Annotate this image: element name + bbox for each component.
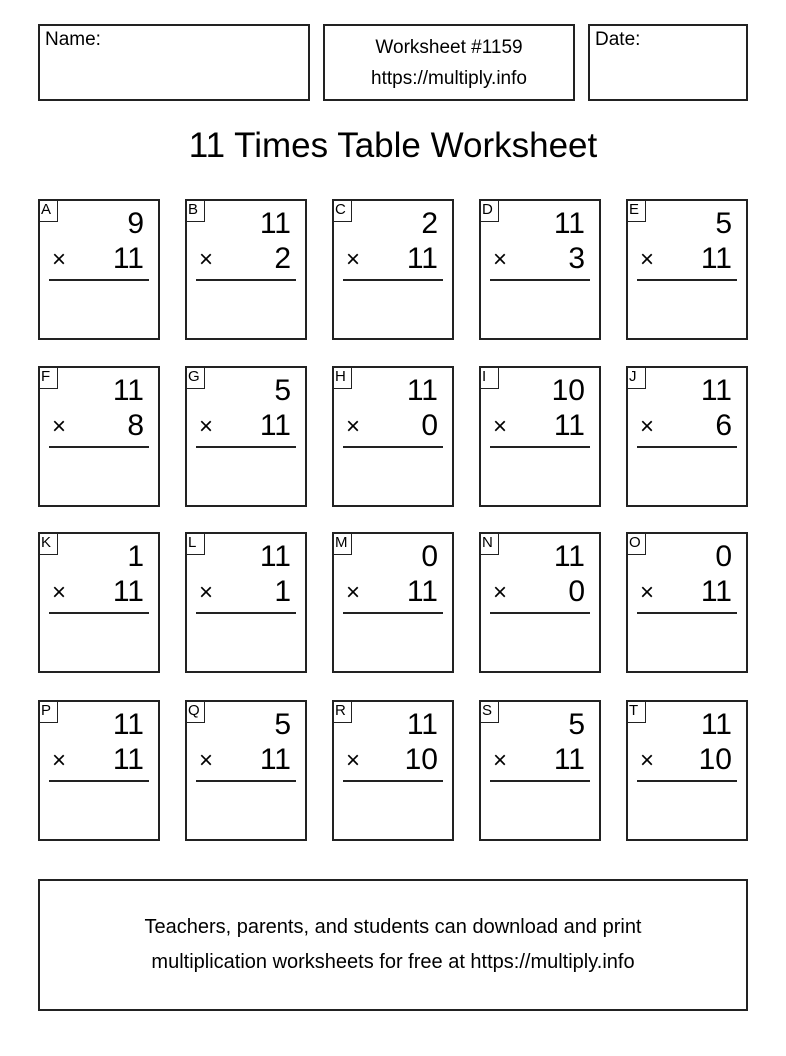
problem-card[interactable] <box>479 366 601 507</box>
problem-letter: N <box>480 533 499 555</box>
problem-letter: M <box>333 533 352 555</box>
answer-rule <box>637 780 737 782</box>
answer-rule <box>49 279 149 281</box>
multiply-sign: × <box>346 579 361 606</box>
multiplicand: 5 <box>274 374 291 407</box>
multiplicand: 1 <box>127 540 144 573</box>
problem-card[interactable] <box>332 532 454 673</box>
answer-rule <box>490 612 590 614</box>
problem-card[interactable] <box>479 532 601 673</box>
problem-card[interactable] <box>38 199 160 340</box>
answer-rule <box>490 780 590 782</box>
footer-box <box>38 879 748 1011</box>
problem-letter: D <box>480 200 499 222</box>
multiply-sign: × <box>199 747 214 774</box>
answer-rule <box>637 612 737 614</box>
multiplicand: 11 <box>553 540 585 573</box>
date-field-box[interactable] <box>588 24 748 101</box>
multiply-sign: × <box>640 413 655 440</box>
multiply-sign: × <box>199 413 214 440</box>
multiply-sign: × <box>493 413 508 440</box>
multiplier: 11 <box>112 575 144 608</box>
answer-rule <box>196 612 296 614</box>
problem-card[interactable] <box>185 366 307 507</box>
multiplier: 8 <box>127 409 144 442</box>
problem-card[interactable] <box>626 199 748 340</box>
multiply-sign: × <box>199 579 214 606</box>
problem-letter: E <box>627 200 646 222</box>
multiply-sign: × <box>199 246 214 273</box>
answer-rule <box>49 780 149 782</box>
problem-card[interactable] <box>479 700 601 841</box>
multiplier: 11 <box>553 409 585 442</box>
footer-line-1: Teachers, parents, and students can download and print <box>144 916 642 938</box>
multiplier: 3 <box>568 242 585 275</box>
problem-letter: S <box>480 701 499 723</box>
multiplicand: 9 <box>127 207 144 240</box>
multiplier: 11 <box>259 409 291 442</box>
multiplicand: 5 <box>568 708 585 741</box>
problem-letter: T <box>627 701 646 723</box>
worksheet-url: https://multiply.info <box>371 68 527 89</box>
problem-letter: P <box>39 701 58 723</box>
multiplier: 10 <box>698 743 732 776</box>
multiplicand: 0 <box>421 540 438 573</box>
multiply-sign: × <box>346 246 361 273</box>
problem-letter: G <box>186 367 205 389</box>
problem-letter: O <box>627 533 646 555</box>
problem-letter: B <box>186 200 205 222</box>
problem-card[interactable] <box>626 366 748 507</box>
problem-card[interactable] <box>626 700 748 841</box>
problem-letter: H <box>333 367 352 389</box>
multiply-sign: × <box>346 413 361 440</box>
multiplicand: 11 <box>406 708 438 741</box>
problem-letter: C <box>333 200 352 222</box>
multiply-sign: × <box>493 747 508 774</box>
answer-rule <box>490 446 590 448</box>
problem-card[interactable] <box>332 199 454 340</box>
multiply-sign: × <box>493 579 508 606</box>
problem-card[interactable] <box>626 532 748 673</box>
answer-rule <box>196 279 296 281</box>
answer-rule <box>637 279 737 281</box>
answer-rule <box>343 446 443 448</box>
multiplicand: 11 <box>700 708 732 741</box>
multiplicand: 11 <box>112 708 144 741</box>
answer-rule <box>490 279 590 281</box>
multiplier: 6 <box>715 409 732 442</box>
problem-letter: K <box>39 533 58 555</box>
answer-rule <box>343 279 443 281</box>
multiply-sign: × <box>493 246 508 273</box>
page-title: 11 Times Table Worksheet <box>188 126 598 165</box>
multiplicand: 11 <box>259 207 291 240</box>
multiplier: 1 <box>274 575 291 608</box>
problem-letter: A <box>39 200 58 222</box>
multiplicand: 2 <box>421 207 438 240</box>
multiplier: 11 <box>700 575 732 608</box>
problem-card[interactable] <box>479 199 601 340</box>
answer-rule <box>637 446 737 448</box>
worksheet-number: Worksheet #1159 <box>375 37 523 58</box>
answer-rule <box>196 780 296 782</box>
problem-card[interactable] <box>38 532 160 673</box>
multiplicand: 11 <box>700 374 732 407</box>
multiplicand: 10 <box>551 374 585 407</box>
multiplier: 11 <box>406 242 438 275</box>
answer-rule <box>343 780 443 782</box>
multiply-sign: × <box>640 747 655 774</box>
multiplicand: 11 <box>112 374 144 407</box>
date-label: Date: <box>595 29 641 50</box>
multiplier: 11 <box>553 743 585 776</box>
problem-card[interactable] <box>185 700 307 841</box>
problem-letter: J <box>627 367 646 389</box>
multiplicand: 11 <box>553 207 585 240</box>
multiplier: 11 <box>112 743 144 776</box>
problem-letter: F <box>39 367 58 389</box>
problem-letter: L <box>186 533 205 555</box>
problem-letter: I <box>480 367 499 389</box>
multiply-sign: × <box>52 246 67 273</box>
problem-card[interactable] <box>185 532 307 673</box>
problem-card[interactable] <box>332 700 454 841</box>
problem-card[interactable] <box>332 366 454 507</box>
multiplier: 2 <box>274 242 291 275</box>
name-label: Name: <box>45 29 101 50</box>
multiplier: 0 <box>421 409 438 442</box>
multiplier: 11 <box>259 743 291 776</box>
answer-rule <box>343 612 443 614</box>
multiplier: 11 <box>112 242 144 275</box>
worksheet-info-box <box>323 24 575 101</box>
multiply-sign: × <box>52 413 67 440</box>
multiply-sign: × <box>52 747 67 774</box>
answer-rule <box>49 612 149 614</box>
problem-card[interactable] <box>38 700 160 841</box>
problem-letter: Q <box>186 701 205 723</box>
multiply-sign: × <box>52 579 67 606</box>
multiply-sign: × <box>346 747 361 774</box>
problem-letter: R <box>333 701 352 723</box>
multiplier: 11 <box>406 575 438 608</box>
answer-rule <box>49 446 149 448</box>
multiplier: 11 <box>700 242 732 275</box>
multiplier: 10 <box>404 743 438 776</box>
multiplicand: 5 <box>715 207 732 240</box>
multiplicand: 5 <box>274 708 291 741</box>
problem-card[interactable] <box>185 199 307 340</box>
multiplicand: 11 <box>406 374 438 407</box>
problem-card[interactable] <box>38 366 160 507</box>
multiplicand: 0 <box>715 540 732 573</box>
multiplier: 0 <box>568 575 585 608</box>
name-field-box[interactable] <box>38 24 310 101</box>
multiplicand: 11 <box>259 540 291 573</box>
multiply-sign: × <box>640 579 655 606</box>
multiply-sign: × <box>640 246 655 273</box>
footer-line-2: multiplication worksheets for free at https://multiply.info <box>151 951 635 973</box>
answer-rule <box>196 446 296 448</box>
